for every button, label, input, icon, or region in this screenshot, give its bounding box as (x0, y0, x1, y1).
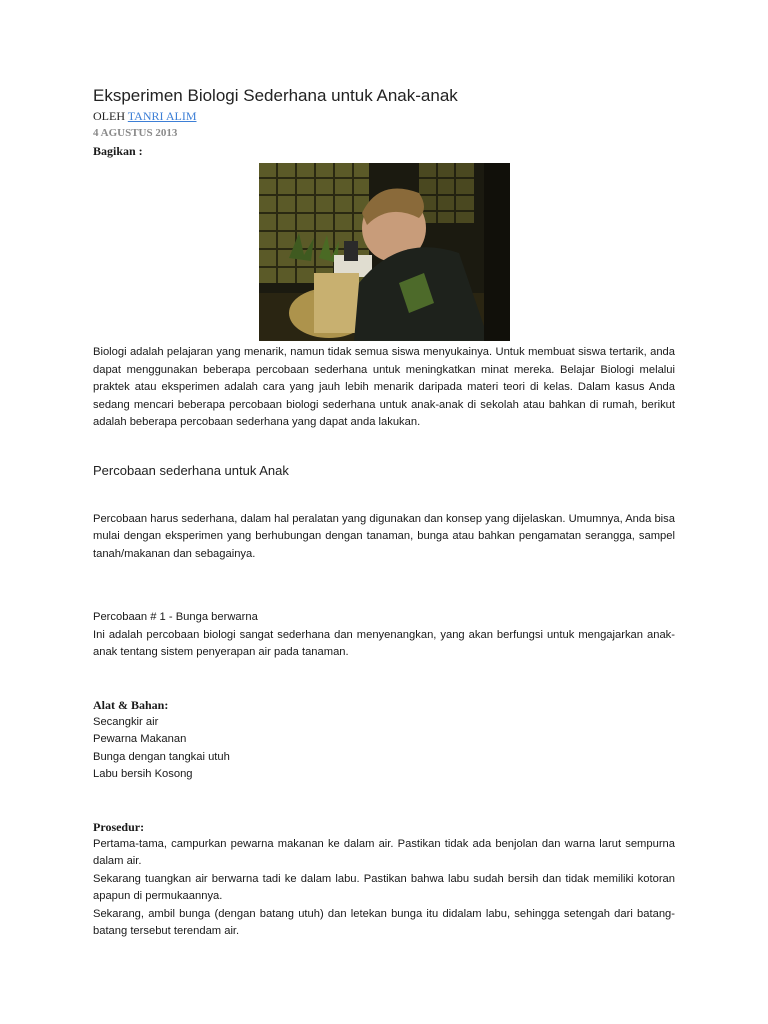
procedure-step: Sekarang tuangkan air berwarna tadi ke dalam labu. Pastikan bahwa labu sudah bersih dan tidak memiliki kotoran apapun di permukaannya. (93, 872, 675, 902)
section-heading: Percobaan sederhana untuk Anak (93, 462, 289, 478)
procedure-heading: Prosedur: (93, 819, 145, 834)
experiment-description: Ini adalah percobaan biologi sangat sederhana dan menyenangkan, yang akan berfungsi untuk mengajarkan anak-anak tentang sistem penyerapan air pada tanaman. (93, 628, 675, 658)
byline (93, 108, 675, 125)
list-item: Labu bersih Kosong (93, 768, 193, 780)
publish-date: 4 AGUSTUS 2013 (93, 127, 178, 139)
procedure-step: Sekarang, ambil bunga (dengan batang utuh) dan letekan bunga itu didalam labu, sehingga setengah dari batang-batang tersebut terendam air. (93, 907, 675, 937)
byline-prefix: OLEH (93, 109, 125, 123)
list-item: Secangkir air (93, 715, 159, 728)
experiment-heading: Percobaan # 1 - Bunga berwarna (93, 611, 258, 623)
author-link[interactable]: TANRI ALIM (127, 109, 197, 123)
materials-heading: Alat & Bahan: (93, 697, 169, 712)
share-label: Bagikan : (93, 144, 143, 158)
article-title: Eksperimen Biologi Sederhana untuk Anak-anak (93, 86, 458, 105)
list-item: Pewarna Makanan (93, 733, 187, 745)
child-microscope-photo (259, 163, 510, 341)
materials-list (93, 714, 675, 784)
intro-paragraph: Biologi adalah pelajaran yang menarik, namun tidak semua siswa menyukainya. Untuk membuat siswa tertarik, anda dapat menggunakan beberapa percobaan sederhana untuk meningkatkan minat mereka. Belajar Biologi melalui praktek atau eksperimen adalah cara yang jauh lebih menarik daripada materi teori di kelas. Dalam kasus Anda sedang mencari beberapa percobaan biologi sederhana untuk anak-anak di sekolah atau bahkan di rumah, berikut adalah beberapa percobaan sederhana yang dapat anda lakukan. (93, 346, 675, 428)
procedure-step: Pertama-tama, campurkan pewarna makanan ke dalam air. Pastikan tidak ada benjolan dan warna larut sempurna dalam air. (93, 837, 675, 867)
list-item: Bunga dengan tangkai utuh (93, 750, 230, 763)
section-paragraph: Percobaan harus sederhana, dalam hal peralatan yang digunakan dan konsep yang dijelaskan. Umumnya, Anda bisa mulai dengan eksperimen yang berhubungan dengan tanaman, bunga atau bahkan pengamatan serangga, sampel tanah/makanan dan sebagainya. (93, 512, 675, 560)
article (93, 86, 675, 941)
